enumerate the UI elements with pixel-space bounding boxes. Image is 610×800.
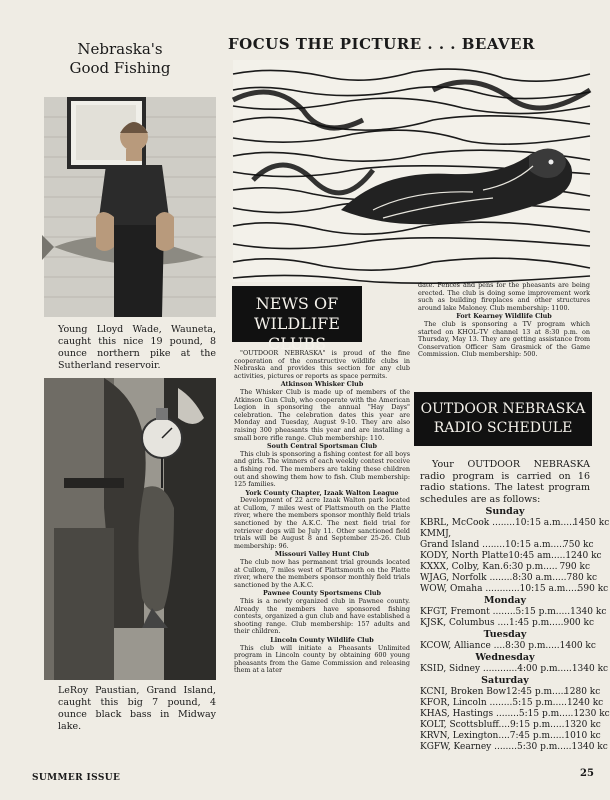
radio-time: 9:15 p.m..... <box>509 720 565 730</box>
radio-station-row <box>420 720 601 731</box>
radio-frequency: 1230 kc <box>573 709 610 719</box>
radio-station-name: KODY, North Platte <box>420 551 509 561</box>
radio-station-row <box>420 573 598 584</box>
club-name: Fort Kearney Wildlife Club <box>456 312 552 321</box>
radio-time: 8:30 p.m..... <box>505 641 560 651</box>
news-title-line1: NEWS OF <box>255 294 339 313</box>
photo-boy-with-pike <box>44 97 216 317</box>
club-text: Development of 22 acre Izaak Walton park located at Cullom, 7 miles west of Plattsmouth on the Platte river, where the members sponsor monthly field trials sanctioned by the A.K.C. The next field trial for retriever dogs will be July 11. Other sanctioned field trials will be August 8 and September 25-26. Club membership: 96. <box>234 496 410 550</box>
news-continued-text: date. Fences and pens for the pheasants are being erected. The club is doing some improvement work such as building fireplaces and other structures around lake Maloney. Club membership: 1100. <box>418 281 590 312</box>
left-title <box>60 40 180 78</box>
radio-station-row <box>420 618 595 629</box>
radio-station-name: KBRL, McCook ........ <box>420 518 515 528</box>
left-title-line1: Nebraska's <box>77 40 163 58</box>
radio-day-heading: Saturday <box>481 675 529 686</box>
radio-day-heading: Monday <box>483 595 527 606</box>
radio-station-name: KFGT, Fremont ........ <box>420 607 516 617</box>
radio-frequency: 900 kc <box>563 618 595 628</box>
radio-time: 4:00 p.m..... <box>517 664 572 674</box>
radio-frequency: 1320 kc <box>564 720 601 730</box>
club-name: York County Chapter, Izaak Walton League <box>245 488 399 497</box>
radio-station-name: KJSK, Columbus .... <box>420 618 509 628</box>
club-text: The club is sponsoring a TV program which started on KHOL-TV channel 13 at 8:30 p.m. on Thursday, May 13. They are getting assistance from Conservation Officer Sam Grasmick of the Game Commission. Club membership: 500. <box>418 319 590 359</box>
radio-time: 12:45 p.m..... <box>506 687 567 697</box>
photo1-caption: Young Lloyd Wade, Wauneta, caught this nice 19 pound, 8 ounce northern pike at the Sutherland reservoir. <box>58 324 216 371</box>
radio-time: 10:15 a.m..... <box>515 518 575 528</box>
radio-frequency: 780 kc <box>566 573 598 583</box>
news-title-line2: WILDLIFE CLUBS <box>254 314 340 353</box>
footer-issue: SUMMER ISSUE <box>32 773 121 783</box>
page-title: FOCUS THE PICTURE . . . BEAVER <box>228 35 535 53</box>
club-name: Lincoln County Wildlife Club <box>270 635 374 644</box>
radio-station-row <box>420 742 608 753</box>
radio-station-name: KHAS, Hastings ........ <box>420 709 519 719</box>
radio-frequency: 1240 kc <box>565 551 602 561</box>
radio-station-name: KRVN, Lexington.... <box>420 731 510 741</box>
radio-time: 10:45 am..... <box>508 551 566 561</box>
club-text: This club is sponsoring a fishing contest for all boys and girls. The winners of each weekly contest receive a fishing rod. The members are taking these children out and showing them how to fish. Club membership: 125 families. <box>234 449 410 489</box>
radio-station-row <box>420 540 594 551</box>
photo2-caption: LeRoy Paustian, Grand Island, caught this big 7 pound, 4 ounce black bass in Midway lake. <box>58 685 216 732</box>
radio-station-name: Grand Island ........ <box>420 540 505 550</box>
radio-title-line1: OUTDOOR NEBRASKA <box>420 401 586 417</box>
page-number: 25 <box>580 768 594 779</box>
radio-station-name: WJAG, Norfolk ........ <box>420 573 513 583</box>
club-text: The club now has permanent trial grounds located at Cullom, 7 miles west of Plattsmouth on the Platte river, where the members sponsor monthly field trials sanctioned by the A.K.C. <box>234 558 410 589</box>
radio-time: 5:15 p.m..... <box>512 698 567 708</box>
club-name: Atkinson Whisker Club <box>280 380 364 389</box>
radio-time: 5:15 p.m..... <box>518 709 574 719</box>
club-name: Missouri Valley Hunt Club <box>274 550 370 559</box>
radio-station-row <box>420 687 601 698</box>
radio-station-row <box>420 709 610 720</box>
radio-frequency: 1450 kc <box>573 518 610 528</box>
news-intro: "OUTDOOR NEBRASKA" is proud of the fine cooperation of the constructive wildlife clubs in Nebraska and provides this section for any club activities, pictures or reports as space permits. <box>234 349 410 380</box>
radio-frequency: 790 kc <box>559 562 590 572</box>
radio-station-name: KOLT, Scottsbluff.... <box>420 720 510 730</box>
radio-time: 10:15 a.m..... <box>519 584 580 594</box>
radio-station-row <box>420 698 604 709</box>
radio-station-name: KFOR, Lincoln ........ <box>420 698 513 708</box>
news-title-box <box>232 286 362 353</box>
radio-time: 8:30 a.m..... <box>512 573 567 583</box>
radio-time: 10:15 a.m..... <box>505 540 565 550</box>
radio-station-row <box>420 551 602 562</box>
radio-schedule <box>420 459 610 753</box>
radio-station-name: KCNI, Broken Bow <box>420 687 507 697</box>
radio-frequency: 1280 kc <box>564 687 601 697</box>
club-text: This club will initiate a Pheasants Unlimited program in Lincoln county by obtaining 600 young pheasants from the Game Commission and releasing them at a later <box>234 643 410 675</box>
radio-station-row <box>420 584 609 595</box>
radio-frequency: 590 kc <box>577 584 609 594</box>
club-text: The Whisker Club is made up of members of the Atkinson Gun Club, who cooperate with the American Legion in sponsoring the annual "Hay Days" celebration. The celebration dates this year are Monday and Tuesday, August 9-10. They are also raising 300 pheasants this year and are installing a small bore rifle range. Club membership: 110. <box>234 387 410 442</box>
radio-intro: Your OUTDOOR NEBRASKA radio program is carried on 16 radio stations. The latest program schedules are as follows: <box>420 459 590 505</box>
radio-day-heading: Tuesday <box>483 629 527 640</box>
radio-frequency: 1010 kc <box>564 731 601 741</box>
radio-day-heading: Sunday <box>485 506 525 517</box>
radio-frequency: 1400 kc <box>559 641 596 651</box>
radio-station-row <box>420 529 590 540</box>
news-continued-column <box>418 282 590 360</box>
radio-time: 6:30 p.m..... <box>502 562 558 572</box>
radio-station-row <box>420 562 590 573</box>
radio-station-name: KGFW, Kearney ........ <box>420 742 517 752</box>
radio-time: 5:15 p.m..... <box>515 607 571 617</box>
radio-frequency: 1240 kc <box>566 698 604 708</box>
radio-station-row <box>420 518 610 529</box>
beaver-illustration <box>233 60 590 282</box>
radio-title-box <box>414 392 592 446</box>
radio-frequency: 750 kc <box>563 540 594 550</box>
radio-station-row <box>420 607 607 618</box>
radio-frequency: 1340 kc <box>571 664 609 674</box>
radio-time: 7:45 p.m..... <box>509 731 565 741</box>
radio-station-row <box>420 731 601 742</box>
radio-time <box>492 529 550 540</box>
radio-station-name: KCOW, Alliance .... <box>420 641 506 651</box>
radio-time: 1:45 p.m..... <box>508 618 564 628</box>
club-name: South Central Sportsman Club <box>267 442 377 451</box>
radio-day-heading: Wednesday <box>475 652 535 663</box>
radio-frequency <box>550 529 590 540</box>
radio-frequency: 1340 kc <box>571 742 608 752</box>
club-name: Pawnee County Sportsmens Club <box>263 589 381 598</box>
radio-station-name: KSID, Sidney ............ <box>420 664 518 674</box>
radio-day-list <box>420 506 610 753</box>
radio-title-line2: RADIO SCHEDULE <box>433 420 573 436</box>
photo-man-with-bass <box>44 378 216 680</box>
radio-station-name: WOW, Omaha ............ <box>420 584 520 594</box>
radio-time: 5:30 p.m..... <box>517 742 572 752</box>
radio-frequency: 1340 kc <box>570 607 607 617</box>
radio-station-name: KMMJ, <box>420 529 452 539</box>
news-column <box>234 350 410 760</box>
radio-station-row <box>420 641 596 652</box>
left-title-line2: Good Fishing <box>69 59 171 77</box>
club-text: This is a newly organized club in Pawnee county. Already the members have sponsored fishing contests, organized a gun club and have established a shooting range. Club membership: 157 adults and their children. <box>234 597 410 636</box>
radio-station-row <box>420 664 609 675</box>
radio-station-name: KXXX, Colby, Kan. <box>420 562 503 572</box>
